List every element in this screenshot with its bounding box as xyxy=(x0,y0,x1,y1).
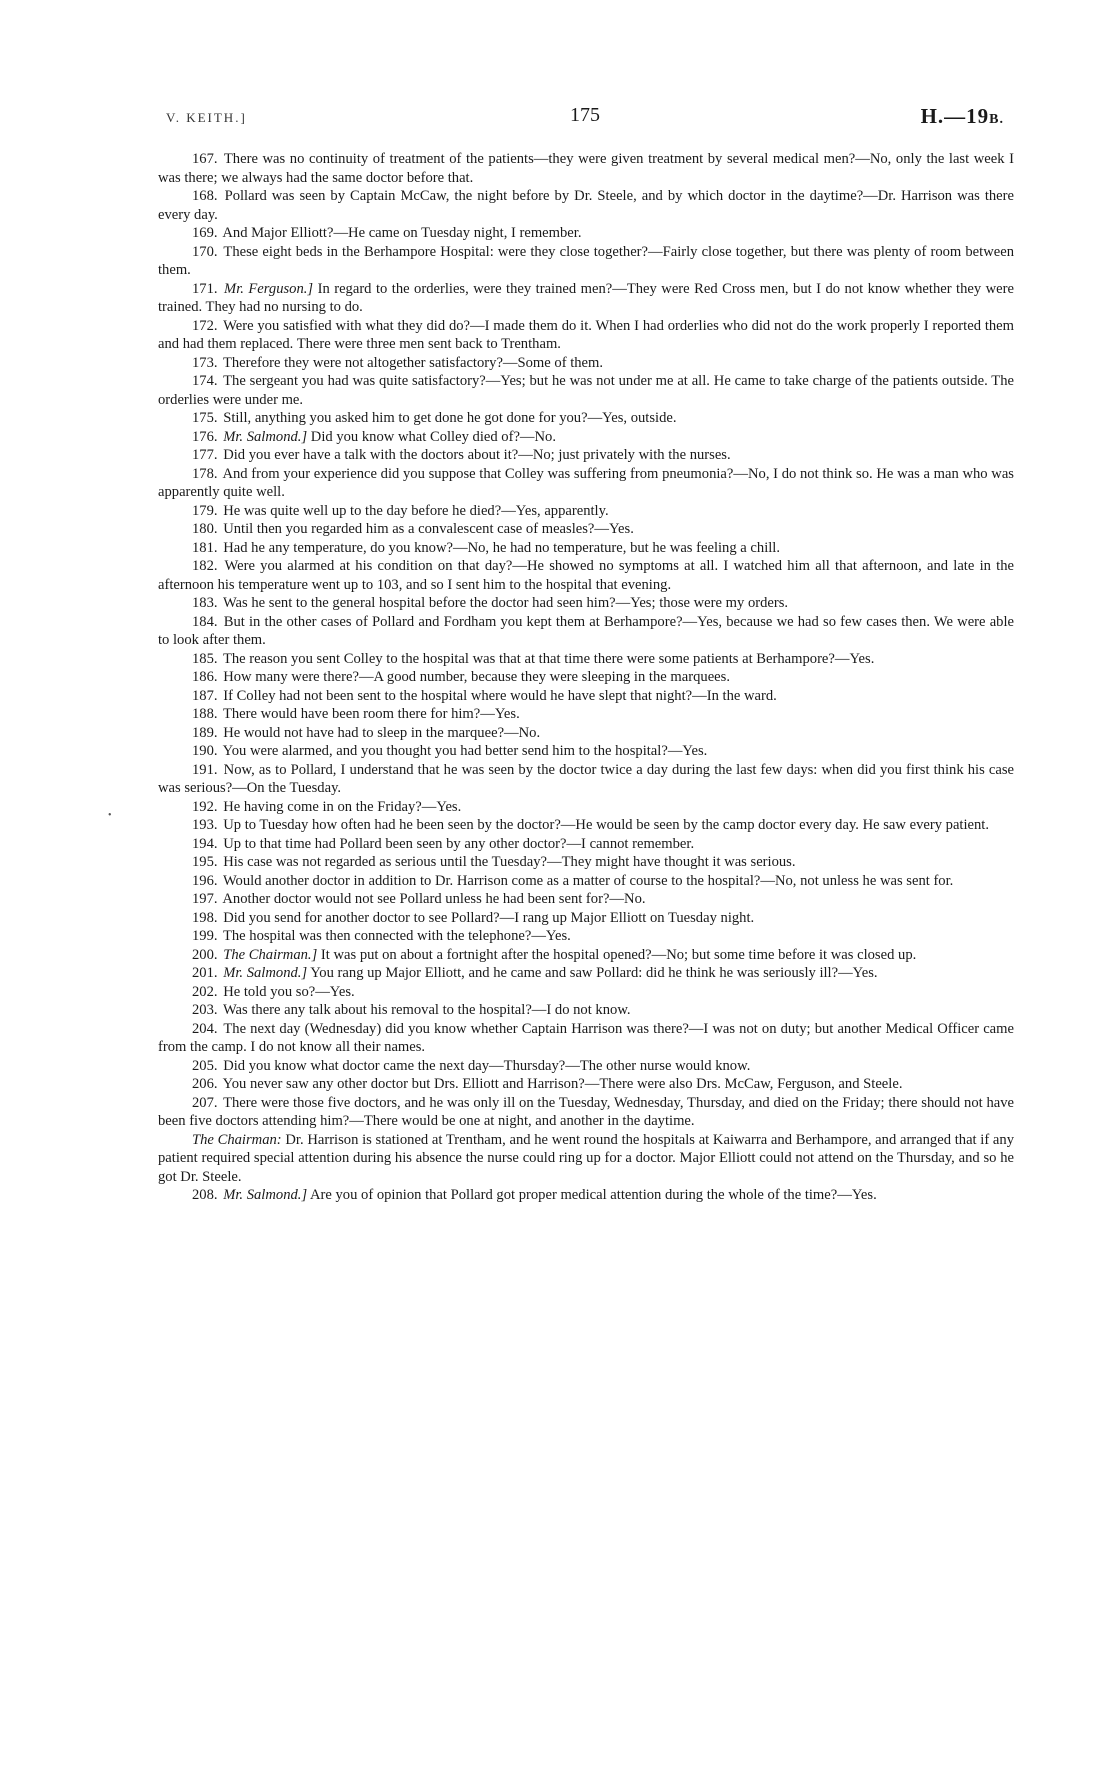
question-number: 189. xyxy=(192,724,218,741)
question-text: In regard to the orderlies, were they trained men?—They were Red Cross men, but I do not know whether they were trained. They had no nursing to do. xyxy=(158,280,1014,315)
question-number: 181. xyxy=(192,539,218,556)
question-text: There were those five doctors, and he was only ill on the Tuesday, Wednesday, Thursday, and died on the Friday; there should not have been five doctors attending him?—There would be one at night, and another in the daytime. xyxy=(158,1094,1014,1129)
question-text: There would have been room there for him?—Yes. xyxy=(222,706,520,722)
question-paragraph xyxy=(158,150,1014,187)
question-paragraph xyxy=(158,409,1014,428)
question-paragraph xyxy=(158,557,1014,594)
question-number: 175. xyxy=(192,410,218,426)
question-number: 202. xyxy=(192,983,218,1000)
question-number: 185. xyxy=(192,650,218,667)
question-paragraph xyxy=(158,946,1014,965)
page-number: 175 xyxy=(570,104,600,126)
question-paragraph xyxy=(158,1094,1014,1131)
question-paragraph xyxy=(158,243,1014,280)
question-paragraph xyxy=(158,872,1014,891)
question-number: 206. xyxy=(192,1076,218,1092)
question-text: You rang up Major Elliott, and he came and saw Pollard: did he think he was seriously ill?—Yes. xyxy=(310,965,878,981)
question-paragraph xyxy=(158,724,1014,743)
question-number: 167. xyxy=(192,151,218,167)
question-text: Did you send for another doctor to see Pollard?—I rang up Major Elliott on Tuesday night. xyxy=(223,909,755,926)
question-paragraph xyxy=(158,539,1014,558)
question-text: Therefore they were not altogether satisfactory?—Some of them. xyxy=(222,354,604,371)
page-header xyxy=(166,104,1004,134)
question-text: These eight beds in the Berhampore Hospital: were they close together?—Fairly close together, but there was plenty of room between them. xyxy=(158,243,1015,278)
question-number: 201. xyxy=(192,965,218,981)
question-text: It was put on about a fortnight after the hospital opened?—No; but some time before it was closed up. xyxy=(320,946,917,963)
speaker-label: The Chairman.] xyxy=(223,946,318,963)
speaker-label: The Chairman: xyxy=(192,1131,282,1148)
question-number: 196. xyxy=(192,872,218,889)
question-number: 190. xyxy=(192,743,218,759)
question-paragraph xyxy=(158,687,1014,706)
question-paragraph xyxy=(158,1057,1014,1076)
question-number: 197. xyxy=(192,891,218,907)
question-text: Up to that time had Pollard been seen by any other doctor?—I cannot remember. xyxy=(223,835,695,852)
question-paragraph xyxy=(158,668,1014,687)
question-paragraph xyxy=(158,372,1014,409)
speaker-label: Mr. Salmond.] xyxy=(223,1187,308,1203)
paper-reference-suffix: B. xyxy=(989,112,1004,127)
question-number: 176. xyxy=(192,428,218,445)
question-number: 188. xyxy=(192,706,218,722)
question-text: And Major Elliott?—He came on Tuesday night, I remember. xyxy=(222,225,582,241)
question-number: 199. xyxy=(192,928,218,944)
question-number: 192. xyxy=(192,798,218,815)
question-text: And from your experience did you suppose that Colley was suffering from pneumonia?—No, I do not think so. He was a man who was apparently quite well. xyxy=(158,465,1014,500)
question-number: 184. xyxy=(192,613,218,630)
question-text: Dr. Harrison is stationed at Trentham, and he went round the hospitals at Kaiwarra and Berhampore, and arranged that if any patient required special attention during his absence the nurse could ring up for a doctor. Major Elliott could not attend on the Thursday, and so he got Dr. Steele. xyxy=(158,1131,1014,1185)
question-number: 183. xyxy=(192,595,218,611)
question-paragraph xyxy=(158,280,1014,317)
question-number: 180. xyxy=(192,521,218,537)
question-number: 179. xyxy=(192,502,218,519)
question-text: There was no continuity of treatment of the patients—they were given treatment by several medical men?—No, only the last week I was there; we always had the same doctor before that. xyxy=(158,151,1015,186)
question-number: 203. xyxy=(192,1002,218,1018)
question-number: 187. xyxy=(192,687,218,704)
question-number: 195. xyxy=(192,854,218,870)
question-number: 172. xyxy=(192,317,218,334)
question-number: 204. xyxy=(192,1020,218,1037)
question-text: Was there any talk about his removal to the hospital?—I do not know. xyxy=(222,1002,631,1018)
question-paragraph xyxy=(158,964,1014,983)
question-number: 207. xyxy=(192,1094,218,1111)
question-text: Would another doctor in addition to Dr. Harrison come as a matter of course to the hospital?—No, not unless he was sent for. xyxy=(222,872,954,889)
question-paragraph xyxy=(158,1075,1014,1094)
question-number: 173. xyxy=(192,354,218,371)
question-paragraph xyxy=(158,187,1014,224)
question-paragraph xyxy=(158,224,1014,243)
question-text: Were you satisfied with what they did do?—I made them do it. When I had orderlies who did not do the work properly I reported them and had them replaced. There were three men sent back to Trentham. xyxy=(158,317,1015,352)
question-text: He was quite well up to the day before he died?—Yes, apparently. xyxy=(223,502,609,519)
question-paragraph xyxy=(158,428,1014,447)
question-number: 168. xyxy=(192,188,218,204)
question-number: 191. xyxy=(192,761,218,778)
question-text: You never saw any other doctor but Drs. Elliott and Harrison?—There were also Drs. McCaw, Ferguson, and Steele. xyxy=(222,1076,903,1092)
question-text: Had he any temperature, do you know?—No, he had no temperature, but he was feeling a chill. xyxy=(223,539,781,556)
witness-name: V. KEITH.] xyxy=(166,110,247,125)
question-text: Did you ever have a talk with the doctors about it?—No; just privately with the nurses. xyxy=(223,447,731,463)
question-text: Pollard was seen by Captain McCaw, the night before by Dr. Steele, and by which doctor in the daytime?—Dr. Harrison was there every day. xyxy=(158,188,1014,223)
question-paragraph xyxy=(158,835,1014,854)
question-number: 198. xyxy=(192,909,218,926)
question-text: The sergeant you had was quite satisfactory?—Yes; but he was not under me at all. He came to take charge of the patients outside. The orderlies were under me. xyxy=(158,373,1014,408)
question-number: 178. xyxy=(192,465,218,482)
paper-reference-main: H.—19 xyxy=(920,104,990,128)
question-number: 169. xyxy=(192,225,218,241)
question-text: Another doctor would not see Pollard unless he had been sent for?—No. xyxy=(222,891,646,907)
paper-reference xyxy=(921,104,1004,129)
question-paragraph xyxy=(158,853,1014,872)
question-text: Did you know what Colley died of?—No. xyxy=(310,428,557,445)
question-text: Still, anything you asked him to get done he got done for you?—Yes, outside. xyxy=(223,410,677,426)
question-paragraph xyxy=(158,354,1014,373)
question-paragraph xyxy=(158,890,1014,909)
question-paragraph xyxy=(158,742,1014,761)
question-text: But in the other cases of Pollard and Fordham you kept them at Berhampore?—Yes, because we had so few cases then. We were able to look after them. xyxy=(158,613,1014,648)
question-text: His case was not regarded as serious until the Tuesday?—They might have thought it was serious. xyxy=(223,854,796,870)
evidence-text xyxy=(158,150,1014,1205)
question-number: 171. xyxy=(192,280,218,297)
question-paragraph xyxy=(158,705,1014,724)
question-paragraph xyxy=(158,520,1014,539)
margin-mark: • xyxy=(108,810,112,821)
question-number: 174. xyxy=(192,373,218,389)
question-text: Are you of opinion that Pollard got proper medical attention during the whole of the time?—Yes. xyxy=(309,1187,877,1203)
question-paragraph xyxy=(158,1001,1014,1020)
question-text: Up to Tuesday how often had he been seen by the doctor?—He would be seen by the camp doctor every day. He saw every patient. xyxy=(223,817,990,833)
question-paragraph xyxy=(158,465,1014,502)
question-number: 194. xyxy=(192,835,218,852)
question-number: 200. xyxy=(192,946,218,963)
question-paragraph xyxy=(158,594,1014,613)
question-number: 193. xyxy=(192,817,218,833)
question-number: 170. xyxy=(192,243,218,260)
question-number: 177. xyxy=(192,447,218,463)
question-text: Did you know what doctor came the next day—Thursday?—The other nurse would know. xyxy=(223,1057,751,1074)
question-text: You were alarmed, and you thought you had better send him to the hospital?—Yes. xyxy=(222,743,708,759)
speaker-label: Mr. Ferguson.] xyxy=(224,280,314,297)
question-text: How many were there?—A good number, because they were sleeping in the marquees. xyxy=(223,669,730,685)
question-text: The reason you sent Colley to the hospital was that at that time there were some patients at Berhampore?—Yes. xyxy=(222,650,875,667)
question-paragraph xyxy=(158,613,1014,650)
question-paragraph xyxy=(158,761,1014,798)
speaker-label: Mr. Salmond.] xyxy=(223,428,308,445)
question-number: 208. xyxy=(192,1187,218,1203)
question-paragraph xyxy=(158,927,1014,946)
question-paragraph xyxy=(158,317,1014,354)
question-paragraph xyxy=(158,816,1014,835)
question-number: 186. xyxy=(192,669,218,685)
question-paragraph xyxy=(158,650,1014,669)
question-paragraph xyxy=(158,502,1014,521)
question-text: He having come in on the Friday?—Yes. xyxy=(223,798,462,815)
question-text: The next day (Wednesday) did you know whether Captain Harrison was there?—I was not on duty; but another Medical Officer came from the camp. I do not know all their names. xyxy=(158,1020,1014,1055)
question-text: He told you so?—Yes. xyxy=(223,983,355,1000)
question-text: Were you alarmed at his condition on that day?—He showed no symptoms at all. I watched him all that afternoon, and late in the afternoon his temperature went up to 103, and so I sent him to the hospital that evening. xyxy=(158,558,1014,593)
question-paragraph xyxy=(158,983,1014,1002)
question-text: Was he sent to the general hospital before the doctor had seen him?—Yes; those were my orders. xyxy=(222,595,789,611)
question-paragraph xyxy=(158,909,1014,928)
question-paragraph xyxy=(158,446,1014,465)
question-paragraph xyxy=(158,1020,1014,1057)
question-text: If Colley had not been sent to the hospital where would he have slept that night?—In the ward. xyxy=(223,687,777,704)
speaker-label: Mr. Salmond.] xyxy=(223,965,308,981)
question-number: 205. xyxy=(192,1057,218,1074)
question-text: Until then you regarded him as a convalescent case of measles?—Yes. xyxy=(223,521,634,537)
question-text: Now, as to Pollard, I understand that he was seen by the doctor twice a day during the last few days: when did you first think his case was serious?—On the Tuesday. xyxy=(158,761,1014,796)
question-text: The hospital was then connected with the telephone?—Yes. xyxy=(222,928,571,944)
question-paragraph xyxy=(158,1186,1014,1205)
question-paragraph xyxy=(158,798,1014,817)
question-paragraph xyxy=(158,1131,1014,1187)
question-text: He would not have had to sleep in the marquee?—No. xyxy=(223,724,541,741)
question-number: 182. xyxy=(192,558,218,574)
